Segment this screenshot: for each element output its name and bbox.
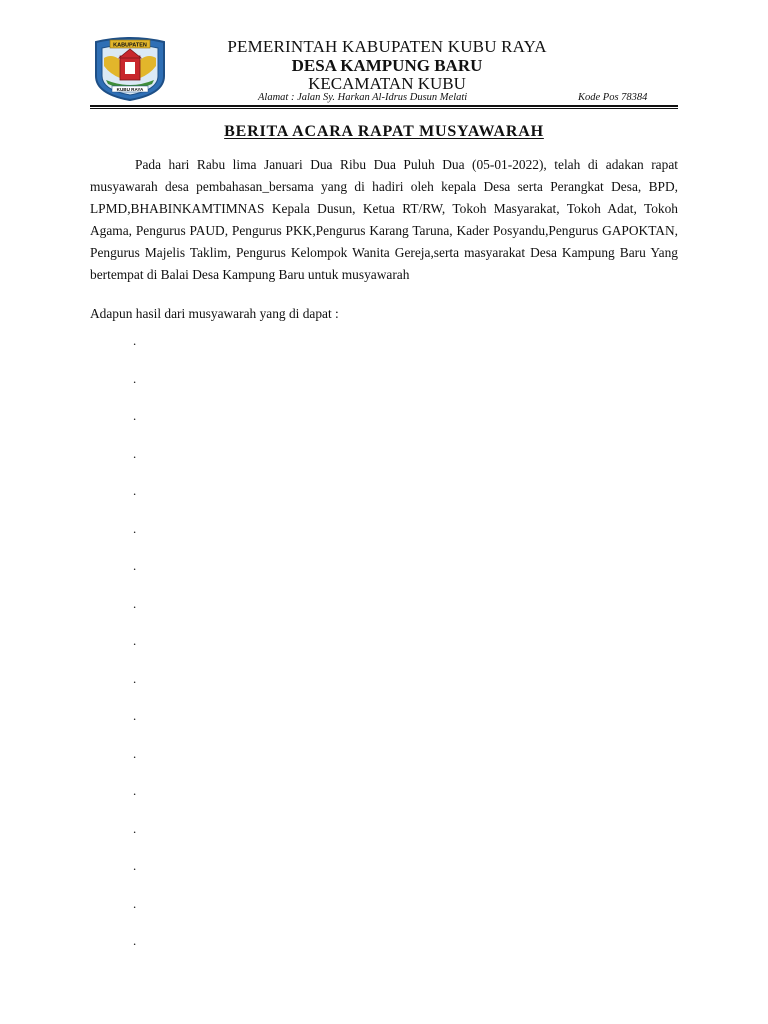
result-item: . xyxy=(133,445,137,461)
result-item: . xyxy=(133,858,137,873)
result-item: . xyxy=(133,558,137,573)
kabupaten-emblem-logo xyxy=(90,36,170,102)
document-title-wrap xyxy=(90,123,678,141)
result-item: . xyxy=(133,708,137,723)
result-item: . xyxy=(133,745,137,761)
emblem-center-white xyxy=(125,62,135,74)
result-item: . xyxy=(133,370,137,386)
result-item: . xyxy=(133,520,137,536)
result-item: . xyxy=(133,333,137,348)
result-item: . xyxy=(133,895,137,911)
result-item: . xyxy=(133,595,137,611)
results-intro: Adapun hasil dari musyawarah yang di dapat : xyxy=(90,306,339,321)
letterhead-rule-thick xyxy=(90,105,678,107)
district-name: KECAMATAN KUBU xyxy=(308,74,466,93)
emblem-top-text: KABUPATEN xyxy=(113,42,147,49)
document-title: BERITA ACARA RAPAT MUSYAWARAH xyxy=(224,123,544,140)
opening-paragraph: Pada hari Rabu lima Januari Dua Ribu Dua Puluh Dua (05-01-2022), telah di adakan rapat musyawarah desa pembahasan_bersama yang di hadiri oleh kepala Desa serta Perangkat Desa, BPD, LPMD,BHABINKAMTIMNAS Kepala Dusun, Ketua RT/RW, Tokoh Masyarakat, Tokoh Adat, Tokoh Agama, Pengurus PAUD, Pengurus PKK,Pengurus Karang Taruna, Kader Posyandu,Pengurus GAPOKTAN, Pengurus Majelis Taklim, Pengurus Kelompok Wanita Gereja,serta masyarakat Desa Kampung Baru Yang bertempat di Balai Desa Kampung Baru untuk musyawarah xyxy=(90,157,678,283)
result-item: . xyxy=(133,933,137,948)
village-name: DESA KAMPUNG BARU xyxy=(291,56,483,75)
postal-code: Kode Pos 78384 xyxy=(578,92,648,103)
result-item: . xyxy=(133,483,137,498)
government-name: PEMERINTAH KABUPATEN KUBU RAYA xyxy=(227,37,547,56)
result-item: . xyxy=(133,670,137,686)
emblem-bottom-text: KUBU RAYA xyxy=(116,86,144,92)
result-item: . xyxy=(133,633,137,648)
office-address: Alamat : Jalan Sy. Harkan Al-Idrus Dusun Melati xyxy=(258,92,468,103)
result-item: . xyxy=(133,783,137,798)
result-item: . xyxy=(133,820,137,836)
result-item: . xyxy=(133,408,137,423)
letterhead-rule-thin xyxy=(90,108,678,109)
result-items-list xyxy=(133,333,136,971)
